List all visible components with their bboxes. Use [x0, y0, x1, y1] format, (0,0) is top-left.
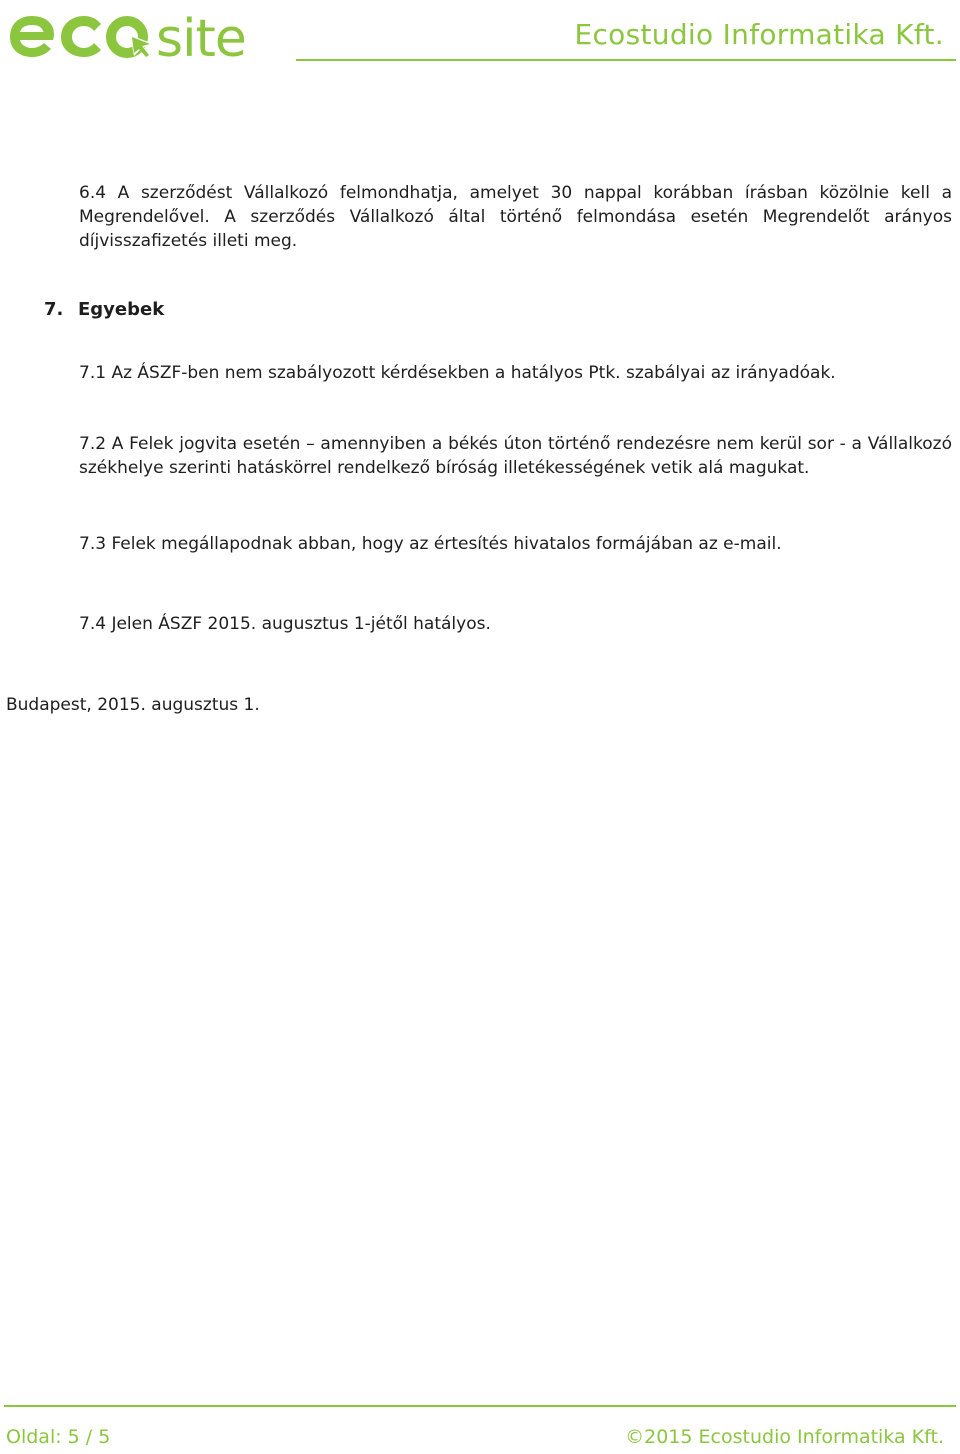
paragraph-7-2: 7.2 A Felek jogvita esetén – amennyiben a békés úton történő rendezésre nem kerül sor - a Vállalkozó székhelye szerinti hatáskörrel rendelkező bíróság illetékességének vetik alá magukat.	[79, 434, 952, 478]
paragraph-7-4: 7.4 Jelen ÁSZF 2015. augusztus 1-jétől hatályos.	[79, 614, 491, 634]
svg-text:site: site	[156, 9, 246, 60]
section-number: 7.	[44, 299, 64, 320]
section-title: Egyebek	[78, 299, 165, 320]
paragraph-7-3: 7.3 Felek megállapodnak abban, hogy az értesítés hivatalos formájában az e-mail.	[79, 534, 782, 554]
footer-copyright: ©2015 Ecostudio Informatika Kft.	[625, 1426, 944, 1448]
place-and-date: Budapest, 2015. augusztus 1.	[6, 695, 260, 715]
paragraph-6-4: 6.4 A szerződést Vállalkozó felmondhatja, amelyet 30 nappal korábban írásban közölnie kell a Megrendelővel. A szerződés Vállalkozó által történő felmondása esetén Megrendelőt arányos díjvisszafizetés illeti meg.	[79, 183, 952, 251]
company-name-header: Ecostudio Informatika Kft.	[574, 18, 944, 51]
page-number: Oldal: 5 / 5	[6, 1426, 111, 1448]
paragraph-7-1: 7.1 Az ÁSZF-ben nem szabályozott kérdésekben a hatályos Ptk. szabályai az irányadóak.	[79, 363, 836, 383]
header-divider	[296, 59, 956, 61]
ecosite-logo	[6, 4, 286, 60]
footer-divider	[4, 1405, 956, 1407]
section-heading-7	[44, 299, 164, 320]
